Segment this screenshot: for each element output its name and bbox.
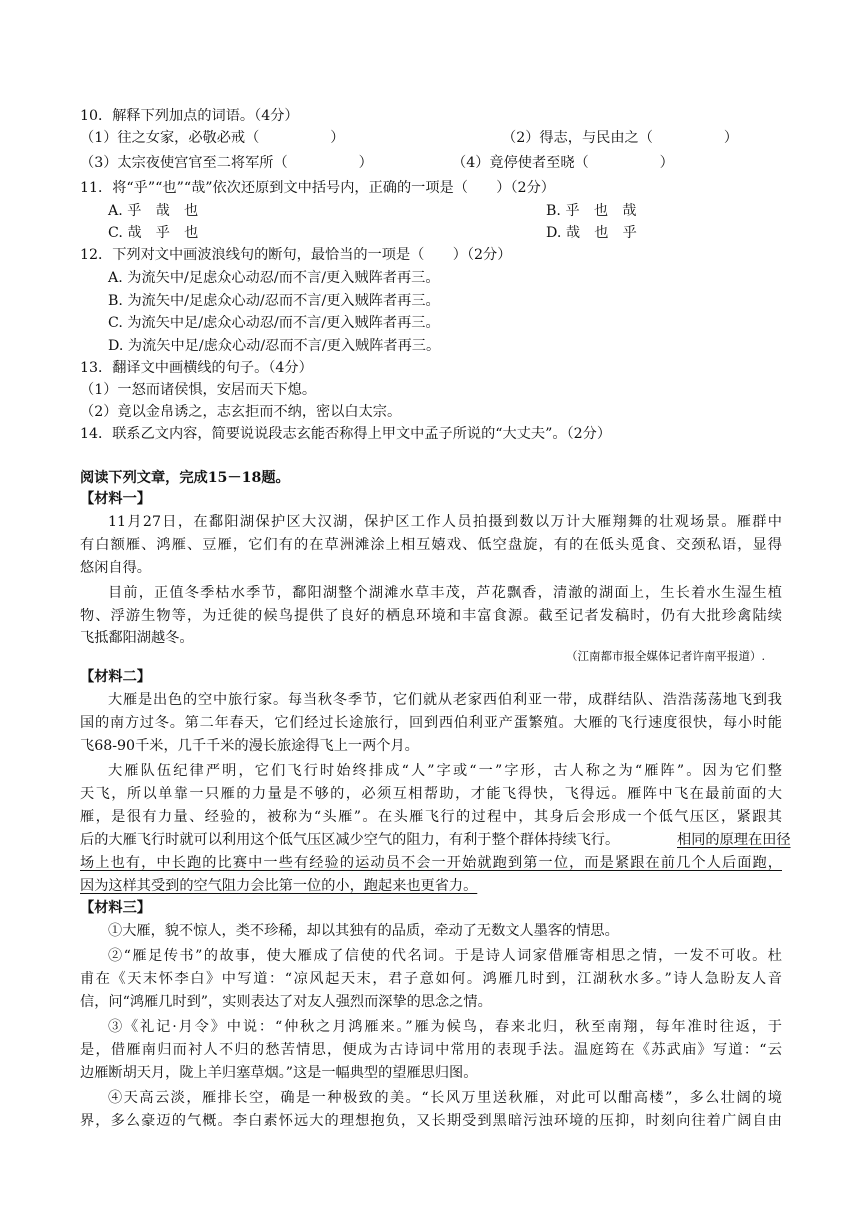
q14-title: 14．联系乙文内容，简要说说段志玄能否称得上甲文中孟子所说的“大丈夫”。（2分） bbox=[80, 426, 612, 442]
material-2-line: 大雁是出色的空中旅行家。每当秋冬季节，它们就从老家西伯利亚一带，成群结队、浩浩荡荡地飞到我 bbox=[108, 692, 782, 708]
material-1-label: 【材料一】 bbox=[80, 491, 151, 507]
q12-option-c: C. 为流矢中足/虑众心动忍/而不言/更入贼阵者再三。 bbox=[108, 315, 440, 331]
q11-option-d: D. 哉 也 乎 bbox=[546, 225, 637, 241]
material-3-line: 是，借雁南归而衬人不归的愁苦情思，便成为古诗词中常用的表现手法。温庭筠在《苏武庙》写道：“云 bbox=[80, 1042, 782, 1058]
q13-title: 13．翻译文中画横线的句子。（4分） bbox=[80, 360, 313, 376]
material-2-line: 大雁队伍纪律严明，它们飞行时始终排成“人”字或“一”字形，古人称之为“雁阵”。因为它们整 bbox=[108, 763, 782, 779]
q12-option-d: D. 为流矢中足/虑众心动/忍而不言/更入贼阵者再三。 bbox=[108, 338, 441, 354]
material-1-line: 悠闲自得。 bbox=[80, 560, 151, 576]
q10-item-4: （4）竟停使者至晓（ ） bbox=[452, 155, 674, 171]
material-2-underlined-start: 相同的原理在田径 bbox=[677, 832, 791, 848]
q12-title: 12．下列对文中画波浪线句的断句，最恰当的一项是（ ）（2分） bbox=[80, 247, 512, 263]
material-3-line: 信，问“鸿雁几时到”，实则表达了对友人强烈而深挚的思念之情。 bbox=[80, 994, 492, 1010]
material-3-line: ①大雁，貌不惊人，类不珍稀，却以其独有的品质，牵动了无数文人墨客的情思。 bbox=[108, 923, 619, 939]
q13-item-1: （1）一怒而诸侯惧，安居而天下熄。 bbox=[80, 382, 317, 398]
material-3-line: 界，多么豪迈的气概。李白素怀远大的理想抱负，又长期受到黑暗污浊环境的压抑，时刻向往着广阔自由 bbox=[80, 1113, 782, 1129]
material-1-source: （江南都市报全媒体记者许南平报道）. bbox=[566, 649, 766, 663]
material-3-line: ③《礼记·月令》中说：“仲秋之月鸿雁来。”雁为候鸟，春来北归，秋至南翔，每年准时往返，于 bbox=[108, 1019, 782, 1035]
material-1-line: 11月27日，在鄱阳湖保护区大汉湖，保护区工作人员拍摄到数以万计大雁翔舞的壮观场景。雁群中 bbox=[108, 514, 782, 530]
material-3-label: 【材料三】 bbox=[80, 900, 151, 916]
q11-title: 11．将“乎”“也”“哉”依次还原到文中括号内，正确的一项是（ ）（2分） bbox=[80, 180, 555, 196]
material-2-label: 【材料二】 bbox=[80, 669, 151, 685]
q13-item-2: （2）竟以金帛诱之，志玄拒而不纳，密以白太宗。 bbox=[80, 404, 402, 420]
material-2-line: 雁，是很有力量、经验的，被称为“头雁”。在头雁飞行的过程中，其身后会形成一个低气压区，紧跟其 bbox=[80, 809, 782, 825]
q12-option-a: A. 为流矢中/足虑众心动忍/而不言/更入贼阵者再三。 bbox=[108, 270, 440, 286]
material-2-line: 后的大雁飞行时就可以利用这个低气压区减少空气的阻力，有利于整个群体持续飞行。 bbox=[80, 832, 620, 848]
q10-item-3: （3）太宗夜使宫官至二将军所（ ） bbox=[80, 155, 373, 171]
material-1-line: 物、浮游生物等，为迁徙的候鸟提供了良好的栖息环境和丰富食源。截至记者发稿时，仍有大批珍禽陆续 bbox=[80, 608, 782, 624]
material-1-line: 有白额雁、鸿雁、豆雁，它们有的在草洲滩涂上相互嬉戏、低空盘旋，有的在低头觅食、交颈私语，显得 bbox=[80, 537, 782, 553]
material-3-line: ②“雁足传书”的故事，使大雁成了信使的代名词。于是诗人词家借雁寄相思之情，一发不可收。杜 bbox=[108, 948, 782, 964]
q12-option-b: B. 为流矢中/足虑众心动/忍而不言/更入贼阵者再三。 bbox=[108, 293, 440, 309]
material-2-line: 国的南方过冬。第二年春天，它们经过长途旅行，回到西伯利亚产蛋繁殖。大雁的飞行速度很快，每小时能 bbox=[80, 715, 782, 731]
material-3-line: 边雁断胡天月，陇上羊归塞草烟。”这是一幅典型的望雁思归图。 bbox=[80, 1065, 478, 1081]
q10-item-2: （2）得志，与民由之（ ） bbox=[502, 130, 739, 146]
q11-option-b: B. 乎 也 哉 bbox=[546, 203, 637, 219]
q11-option-a: A. 乎 哉 也 bbox=[108, 203, 199, 219]
material-1-line: 飞抵鄱阳湖越冬。 bbox=[80, 630, 194, 646]
material-2-line: 飞68-90千米，几千千米的漫长旅途得飞上一两个月。 bbox=[80, 738, 419, 754]
material-1-line: 目前，正值冬季枯水季节，鄱阳湖整个湖滩水草丰茂，芦花飘香，清澈的湖面上，生长着水生湿生植 bbox=[108, 585, 782, 601]
material-2-underlined-line: 因为这样其受到的空气阻力会比第一位的小，跑起来也更省力。 bbox=[80, 878, 478, 894]
material-3-line: ④天高云淡，雁排长空，确是一种极致的美。“长风万里送秋雁，对此可以酣高楼”，多么壮阔的境 bbox=[108, 1090, 782, 1106]
q11-option-c: C. 哉 乎 也 bbox=[108, 225, 199, 241]
material-3-line: 甫在《天末怀李白》中写道：“凉风起天末，君子意如何。鸿雁几时到，江湖秋水多。”诗人急盼友人音 bbox=[80, 971, 782, 987]
q10-item-1: （1）往之女家，必敬必戒（ ） bbox=[80, 130, 345, 146]
q10-title: 10．解释下列加点的词语。（4分） bbox=[80, 108, 299, 124]
material-2-line: 天飞，所以单靠一只雁的力量是不够的，必须互相帮助，才能飞得快，飞得远。雁阵中飞在最前面的大 bbox=[80, 786, 782, 802]
reading-instruction: 阅读下列文章，完成15－18题。 bbox=[80, 470, 290, 486]
material-2-underlined-line: 场上也有，中长跑的比赛中一些有经验的运动员不会一开始就跑到第一位，而是紧跟在前几个人后面跑， bbox=[80, 855, 782, 871]
